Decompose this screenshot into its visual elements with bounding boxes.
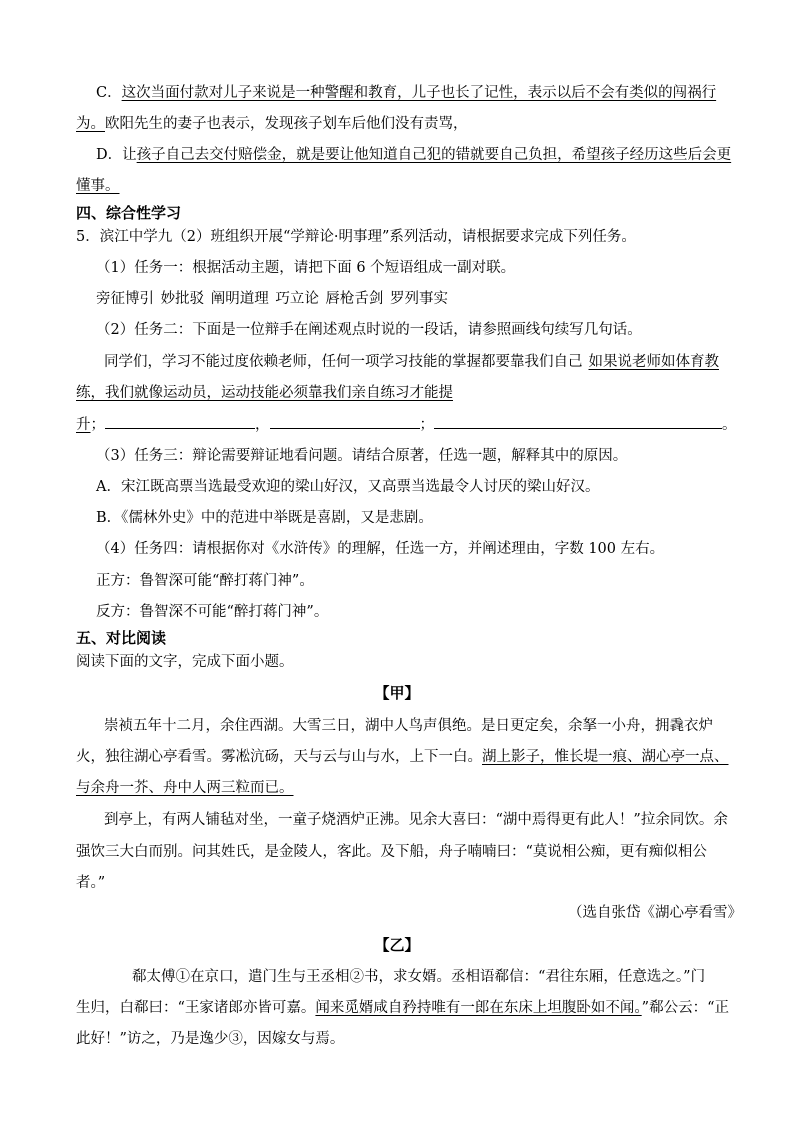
yi-text-end: ”郗公云：“正 <box>641 1000 729 1016</box>
task-1: （1）任务一：根据活动主题，请把下面 6 个短语组成一副对联。 <box>96 260 516 276</box>
option-c-underlined-2: 为。 <box>76 116 105 132</box>
passage-yi-heading: 【乙】 <box>374 936 420 954</box>
yi-line2 <box>76 998 729 1018</box>
jia-line5: 强饮三大白而别。问其姓氏，是金陵人，客此。及下船，舟子喃喃曰：“莫说相公痴，更有痴似相公 <box>76 844 707 860</box>
answer-blank-1[interactable] <box>105 414 255 429</box>
section-5-title: 五、对比阅读 <box>76 629 167 647</box>
option-d-line1 <box>96 145 731 165</box>
con-side: 反方：鲁智深不可能“醉打蒋门神”。 <box>96 604 329 620</box>
debate-paragraph-line2 <box>76 383 453 403</box>
yi-line1: 郗太傅①在京口，遣门生与王丞相②书，求女婿。丞相语郗信：“君往东厢，任意选之。”门 <box>132 969 706 985</box>
option-d-label: D．让 <box>96 147 137 163</box>
option-d-underlined-1: 孩子自己去交付赔偿金，就是要让他知道自己犯的错就要自己负担，希望孩子经历这些后会更 <box>136 147 732 163</box>
jia-underlined-1: 湖上影子，惟长堤一痕、湖心亭一点、 <box>482 749 729 765</box>
jia-line4: 到亭上，有两人铺毡对坐，一童子烧酒炉正沸。见余大喜曰：“湖中焉得更有此人！”拉余同饮。余 <box>104 812 728 828</box>
jia-line1: 崇祯五年十二月，余住西湖。大雪三日，湖中人鸟声俱绝。是日更定矣，余拏一小舟，拥毳衣炉 <box>104 718 713 734</box>
jia-line2 <box>76 747 729 767</box>
section-4-title: 四、综合性学习 <box>76 204 182 222</box>
option-c-line2 <box>76 114 468 134</box>
debate-underlined-2: 练，我们就像运动员，运动技能必须靠我们亲自练习才能提 <box>76 385 453 401</box>
jia-underlined-2: 与余舟一芥、舟中人两三粒而已。 <box>76 780 294 796</box>
task-3: （3）任务三：辩论需要辩证地看问题。请结合原著，任选一题，解释其中的原因。 <box>96 448 628 464</box>
comma: ， <box>255 417 270 433</box>
jia-text: 火，独往湖心亭看雪。雾凇沆砀，天与云与山与水，上下一白。 <box>76 749 482 765</box>
task-2: （2）任务二：下面是一位辩手在阐述观点时说的一段话，请参照画线句续写几句话。 <box>96 322 642 338</box>
option-d-line2 <box>76 176 120 196</box>
question-5: 5．滨江中学九（2）班组织开展“学辩论·明事理”系列活动，请根据要求完成下列任务。 <box>76 229 636 245</box>
yi-underlined: 闻来觅婿咸自矜持唯有一郎在东床上坦腹卧如不闻。 <box>315 1000 642 1016</box>
jia-line6: 者。” <box>76 875 106 891</box>
option-c-underlined-1: 这次当面付款对儿子来说是一种警醒和教育，儿子也长了记性，表示以后不会有类似的闯祸行 <box>121 85 717 101</box>
yi-line3: 此好！”访之，乃是逸少③，因嫁女与焉。 <box>76 1031 345 1047</box>
option-c-line1 <box>96 83 716 103</box>
debate-text: 同学们，学习不能过度依赖老师，任何一项学习技能的掌握都要靠我们自己 <box>104 354 583 370</box>
semicolon: ； <box>90 417 105 433</box>
debate-paragraph-line1 <box>104 352 719 372</box>
semicolon: ； <box>419 417 434 433</box>
debate-underlined-3: 升 <box>76 417 91 433</box>
answer-blank-2[interactable] <box>270 414 420 429</box>
task-3-option-b: B．《儒林外史》中的范进中举既是喜剧，又是悲剧。 <box>96 510 433 526</box>
answer-blank-3[interactable] <box>434 414 722 429</box>
reading-instruction: 阅读下面的文字，完成下面小题。 <box>76 654 294 670</box>
task-4: （4）任务四：请根据你对《水浒传》的理解，任选一方，并阐述理由，字数 100 左右。 <box>96 541 665 557</box>
option-d-underlined-2: 懂事。 <box>76 178 120 194</box>
jia-line3 <box>76 778 294 798</box>
debate-underlined-1: 如果说老师如体育教 <box>588 354 719 370</box>
option-c-rest: 欧阳先生的妻子也表示，发现孩子划车后他们没有责骂， <box>105 116 468 132</box>
period: 。 <box>722 417 737 433</box>
passage-source: （选自张岱《湖心亭看雪》 <box>568 905 742 921</box>
pro-side: 正方：鲁智深可能“醉打蒋门神”。 <box>96 573 314 589</box>
yi-text: 生归，白郗曰：“王家诸郎亦皆可嘉。 <box>76 1000 316 1016</box>
debate-paragraph-line3 <box>76 414 737 435</box>
phrase-list: 旁征博引 妙批驳 阐明道理 巧立论 唇枪舌剑 罗列事实 <box>96 291 449 307</box>
passage-jia-heading: 【甲】 <box>374 684 420 702</box>
option-c-label: C． <box>96 85 122 101</box>
task-3-option-a: A．宋江既高票当选最受欢迎的梁山好汉，又高票当选最令人讨厌的梁山好汉。 <box>96 479 600 495</box>
